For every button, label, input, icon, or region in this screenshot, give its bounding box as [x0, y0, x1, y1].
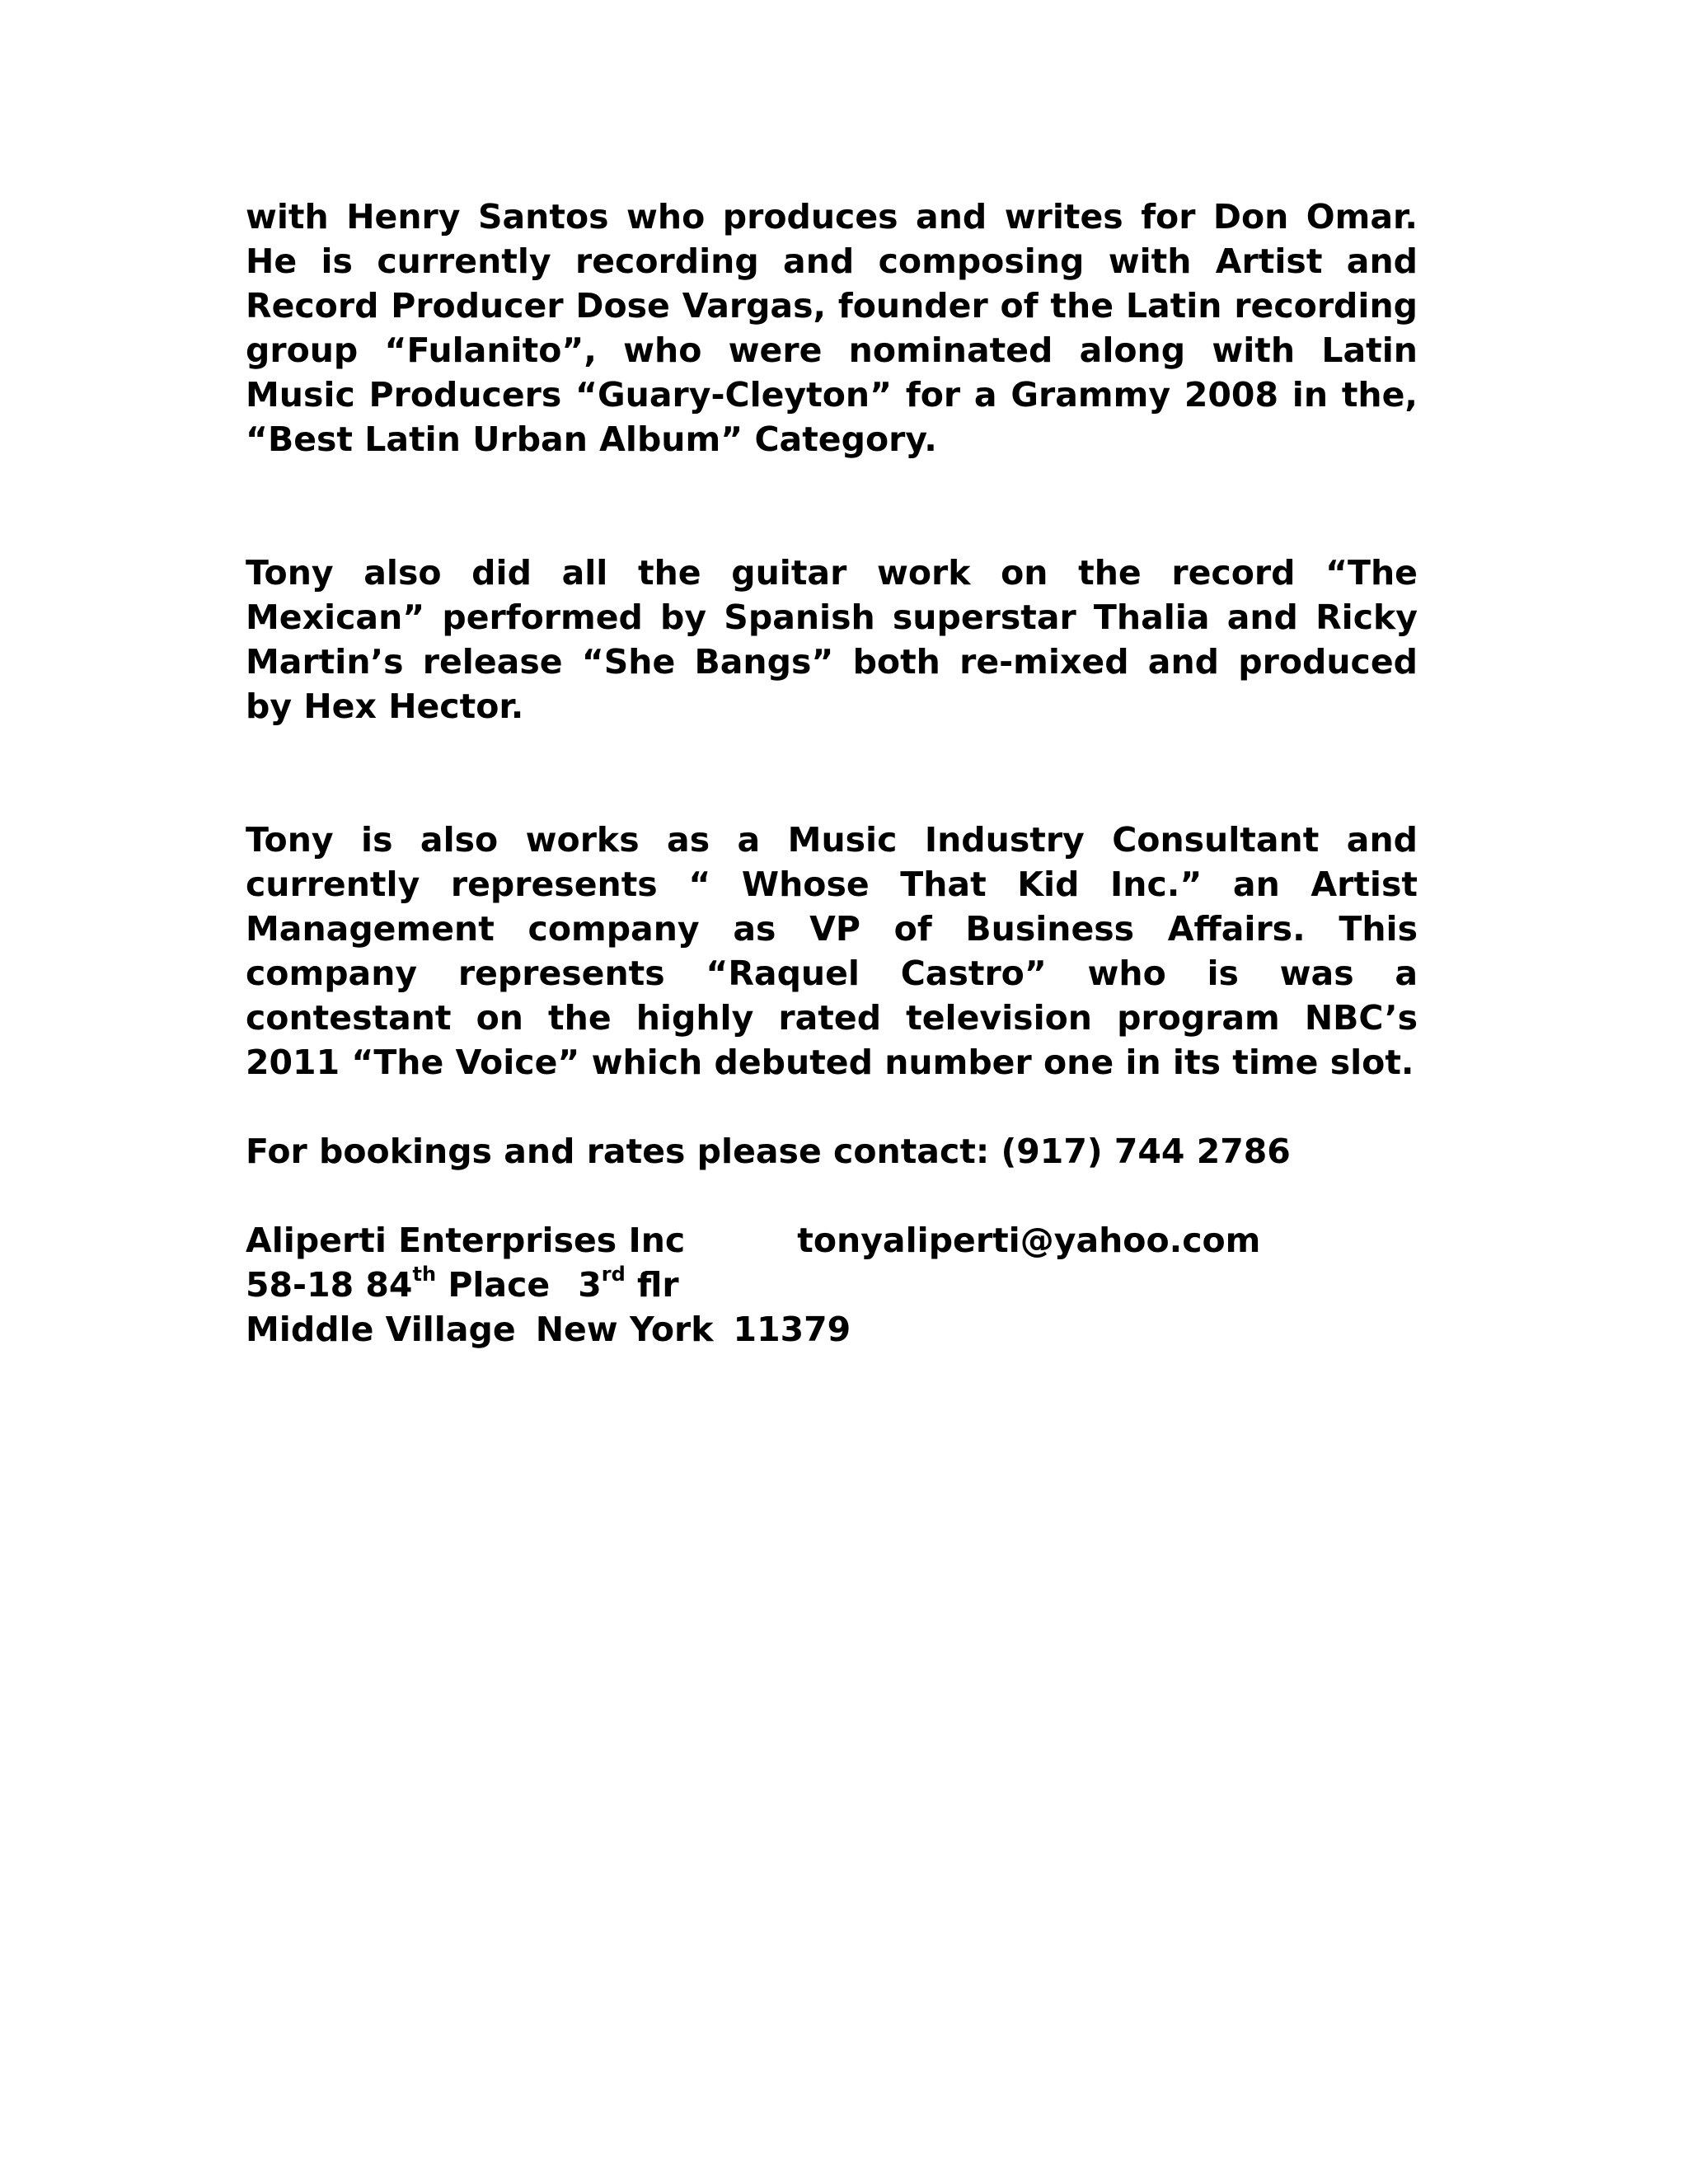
company-name: Aliperti Enterprises Inc: [246, 1221, 686, 1260]
street-number: 58-18 84: [246, 1265, 413, 1305]
address-line-company: [246, 1218, 1418, 1263]
floor-number: 3: [578, 1265, 602, 1305]
email-address: tonyaliperti@yahoo.com: [797, 1221, 1261, 1260]
address-line-street: [246, 1263, 1418, 1307]
paragraph-spacer: [246, 729, 1418, 818]
paragraph-spacer: [246, 462, 1418, 551]
floor-suffix: rd: [601, 1263, 626, 1286]
street-number-suffix: th: [412, 1263, 437, 1286]
floor-label: flr: [637, 1265, 679, 1305]
address-line-city: [246, 1307, 1418, 1352]
paragraph-spacer: [246, 1174, 1418, 1218]
paragraph-henry-santos: with Henry Santos who produces and writes for Don Omar. He is currently recording and composing with Artist and Record Producer Dose Vargas, founder of the Latin recording group “Fulanito”, who were nominated along with Latin Music Producers “Guary-Cleyton” for a Grammy 2008 in the, “Best Latin Urban Album” Category.: [246, 197, 1418, 459]
paragraph-the-mexican: Tony also did all the guitar work on the record “The Mexican” performed by Spanish superstar Thalia and Ricky Martin’s release “She Bangs” both re-mixed and produced by Hex Hector.: [246, 553, 1418, 726]
city: Middle Village: [246, 1310, 516, 1349]
booking-contact-line: For bookings and rates please contact: (917) 744 2786: [246, 1132, 1291, 1171]
document-body: [246, 194, 1418, 1352]
street-name: Place: [448, 1265, 551, 1305]
paragraph-consultant: Tony is also works as a Music Industry Consultant and currently represents “ Whose That Kid Inc.” an Artist Management company as VP of Business Affairs. This company represents “Raquel Castro” who is was a contestant on the highly rated television program NBC’s 2011 “The Voice” which debuted number one in its time slot.: [246, 820, 1418, 1082]
state: New York: [535, 1310, 714, 1349]
zip-code: 11379: [733, 1310, 851, 1349]
paragraph-spacer: [246, 1085, 1418, 1129]
